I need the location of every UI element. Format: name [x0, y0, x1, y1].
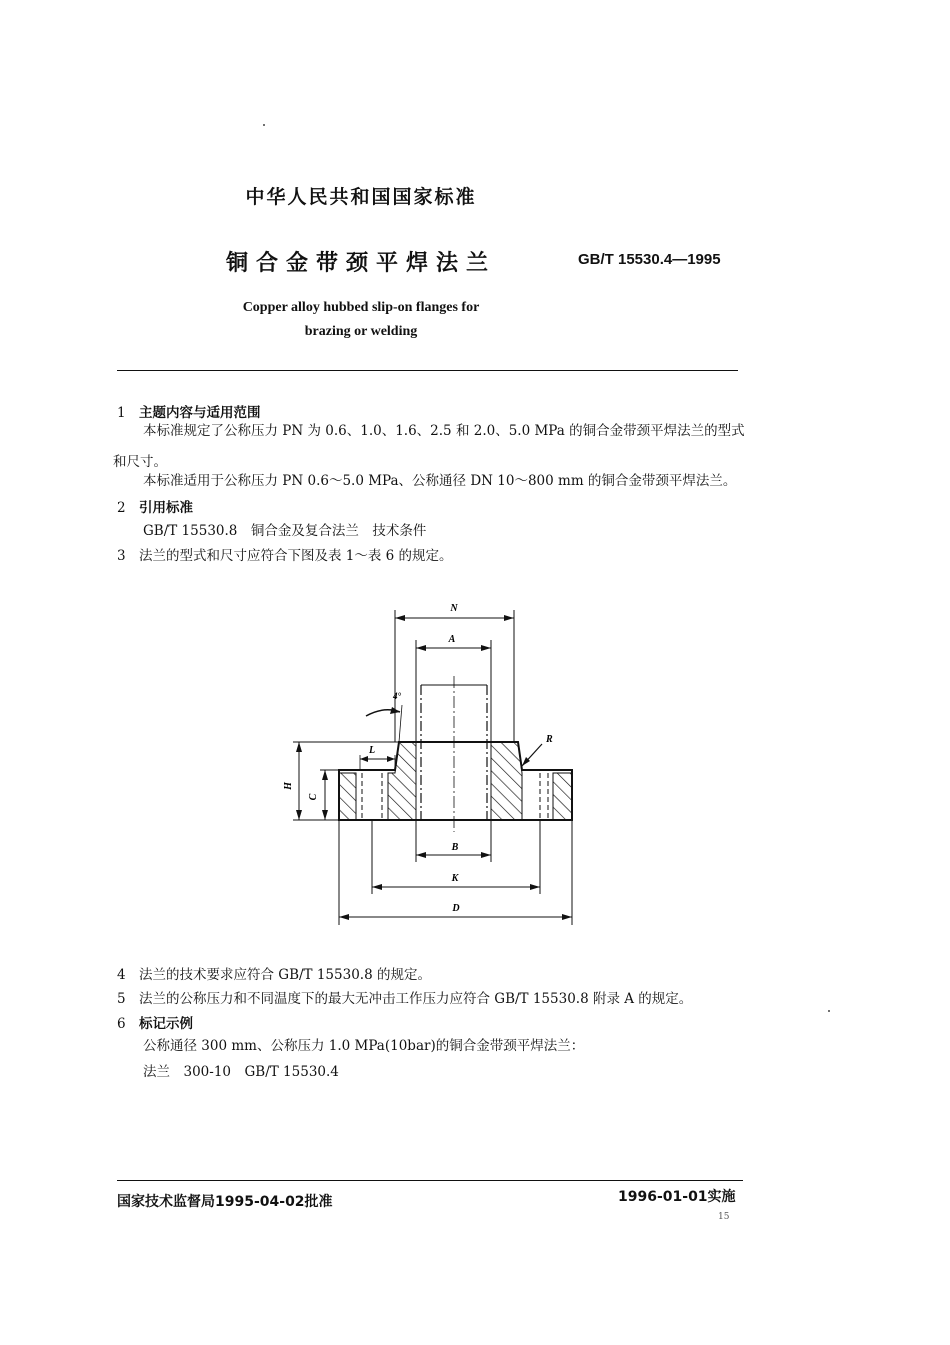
- section-2-heading: 2 引用标准: [117, 500, 193, 516]
- section-5: 5 法兰的公称压力和不同温度下的最大无冲击工作压力应符合 GB/T 15530.8 附录 A 的规定。: [117, 991, 693, 1007]
- footer-divider: [117, 1180, 743, 1181]
- hatch-right-hub: [491, 742, 522, 820]
- section-1-para-1: 本标准规定了公称压力 PN 为 0.6、1.0、1.6、2.5 和 2.0、5.0 MPa 的铜合金带颈平焊法兰的型式: [143, 423, 745, 439]
- label-angle: 4°: [392, 691, 402, 701]
- label-B: B: [451, 842, 459, 853]
- section-2-reference: GB/T 15530.8 铜合金及复合法兰 技术条件: [143, 523, 427, 539]
- english-title-line2: brazing or welding: [304, 324, 418, 339]
- section-1-para-2: 本标准适用于公称压力 PN 0.6～5.0 MPa、公称通径 DN 10～800 mm 的铜合金带颈平焊法兰。: [143, 473, 737, 489]
- section-6-example-description: 公称通径 300 mm、公称压力 1.0 MPa(10bar)的铜合金带颈平焊法兰：: [143, 1038, 585, 1054]
- page-number: 15: [718, 1212, 730, 1222]
- label-R: R: [546, 734, 553, 745]
- approval-date: 国家技术监督局1995-04-02批准: [117, 1194, 333, 1210]
- section-6-example-mark: 法兰 300-10 GB/T 15530.4: [143, 1064, 339, 1080]
- label-C: C: [308, 793, 319, 801]
- hatch-right-outer: [553, 773, 572, 820]
- section-6-heading: 6 标记示例: [117, 1016, 193, 1032]
- label-D: D: [452, 903, 460, 914]
- section-4: 4 法兰的技术要求应符合 GB/T 15530.8 的规定。: [117, 967, 431, 983]
- hatch-left-outer: [339, 773, 356, 820]
- section-3: 3 法兰的型式和尺寸应符合下图及表 1～表 6 的规定。: [117, 548, 453, 564]
- section-1-para-1-cont: 和尺寸。: [113, 454, 167, 470]
- label-L: L: [368, 745, 376, 756]
- implementation-date: 1996-01-01实施: [618, 1189, 736, 1205]
- chinese-title: 铜合金带颈平焊法兰: [225, 251, 496, 276]
- national-standard-title: 中华人民共和国国家标准: [245, 186, 477, 208]
- section-1-heading: 1 主题内容与适用范围: [117, 405, 261, 421]
- label-H: H: [283, 782, 294, 790]
- label-N: N: [450, 603, 458, 614]
- label-K: K: [451, 873, 459, 884]
- label-A: A: [448, 634, 456, 645]
- english-title-line1: Copper alloy hubbed slip-on flanges for: [242, 300, 480, 315]
- hatch-left-hub: [388, 742, 416, 820]
- standard-number: GB/T 15530.4—1995: [578, 251, 721, 268]
